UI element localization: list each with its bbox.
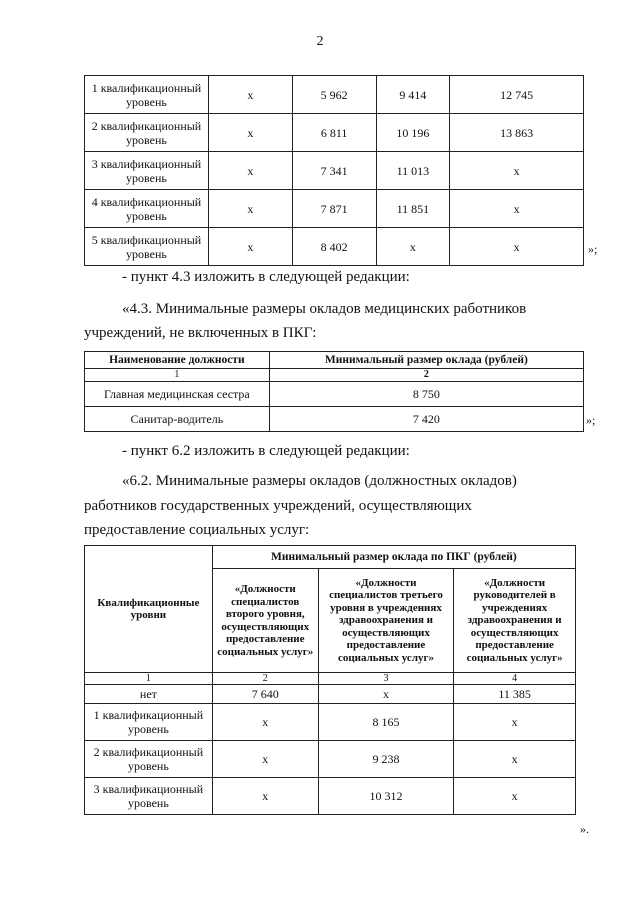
position-name-cell: Санитар-водитель — [85, 407, 270, 432]
table-row — [85, 114, 584, 152]
level-name-cell: 4 квалификационный уровень — [85, 190, 209, 228]
table1-closing-quote: »; — [588, 242, 598, 256]
value-cell: 10 312 — [318, 778, 454, 815]
value-cell: 7 640 — [212, 685, 318, 704]
level-name-cell: 1 квалификационный уровень — [85, 76, 209, 114]
value-cell: 11 851 — [376, 190, 450, 228]
table3-header-col2: «Должности специалистов второго уровня, осуществляющих предоставление социальных услуг» — [212, 569, 318, 673]
value-cell: 7 341 — [292, 152, 376, 190]
table2-header-salary: Минимальный размер оклада (рублей) — [269, 352, 583, 369]
value-cell: х — [212, 741, 318, 778]
value-cell: х — [318, 685, 454, 704]
paragraph-4-3-intro: - пункт 4.3 изложить в следующей редакции: — [122, 269, 410, 285]
paragraph-6-2-line2: работников государственных учреждений, осуществляющих — [84, 498, 472, 514]
table-row — [85, 152, 584, 190]
table3-index-cell: 1 — [85, 673, 213, 685]
value-cell: 8 750 — [269, 382, 583, 407]
value-cell: 6 811 — [292, 114, 376, 152]
level-name-cell: 3 квалификационный уровень — [85, 152, 209, 190]
level-name-cell: 3 квалификационный уровень — [85, 778, 213, 815]
value-cell: х — [208, 76, 292, 114]
value-cell: 13 863 — [450, 114, 584, 152]
value-cell: х — [450, 152, 584, 190]
table2-index-cell: 1 — [85, 369, 270, 382]
value-cell: 9 414 — [376, 76, 450, 114]
salary-table-social — [84, 545, 576, 815]
value-cell: х — [454, 778, 576, 815]
table-row — [85, 704, 576, 741]
table2-index-cell: 2 — [269, 369, 583, 382]
value-cell: х — [208, 228, 292, 266]
level-name-cell: 2 квалификационный уровень — [85, 741, 213, 778]
value-cell: 8 165 — [318, 704, 454, 741]
value-cell: 7 420 — [269, 407, 583, 432]
table3-index-cell: 2 — [212, 673, 318, 685]
level-name-cell: 2 квалификационный уровень — [85, 114, 209, 152]
table-row — [85, 741, 576, 778]
paragraph-6-2-line3: предоставление социальных услуг: — [84, 522, 310, 538]
table3-index-cell: 4 — [454, 673, 576, 685]
value-cell: х — [376, 228, 450, 266]
salary-table-medical — [84, 351, 584, 432]
table3-index-cell: 3 — [318, 673, 454, 685]
value-cell: х — [208, 190, 292, 228]
paragraph-4-3-line1: «4.3. Минимальные размеры окладов медицинских работников — [122, 301, 527, 317]
value-cell: 10 196 — [376, 114, 450, 152]
paragraph-4-3-line2: учреждений, не включенных в ПКГ: — [84, 325, 317, 341]
value-cell: х — [450, 228, 584, 266]
value-cell: 9 238 — [318, 741, 454, 778]
table-row — [85, 407, 584, 432]
value-cell: 11 013 — [376, 152, 450, 190]
value-cell: х — [212, 704, 318, 741]
table3-header-group: Минимальный размер оклада по ПКГ (рублей) — [212, 546, 575, 569]
value-cell: 12 745 — [450, 76, 584, 114]
value-cell: х — [208, 152, 292, 190]
table-row — [85, 228, 584, 266]
value-cell: х — [212, 778, 318, 815]
table-row — [85, 382, 584, 407]
page-number: 2 — [316, 34, 324, 49]
value-cell: 7 871 — [292, 190, 376, 228]
value-cell: 11 385 — [454, 685, 576, 704]
position-name-cell: Главная медицинская сестра — [85, 382, 270, 407]
paragraph-6-2-intro: - пункт 6.2 изложить в следующей редакции: — [122, 443, 410, 459]
value-cell: х — [454, 741, 576, 778]
table-row — [85, 685, 576, 704]
value-cell: х — [454, 704, 576, 741]
level-name-cell: 1 квалификационный уровень — [85, 704, 213, 741]
salary-table-levels — [84, 75, 584, 266]
value-cell: х — [450, 190, 584, 228]
table-row — [85, 190, 584, 228]
table-row — [85, 778, 576, 815]
table-row — [85, 76, 584, 114]
table3-closing-quote: ». — [580, 822, 589, 836]
level-name-cell: нет — [85, 685, 213, 704]
table2-closing-quote: »; — [586, 413, 596, 427]
paragraph-6-2-line1: «6.2. Минимальные размеры окладов (должностных окладов) — [122, 473, 517, 489]
value-cell: 5 962 — [292, 76, 376, 114]
value-cell: 8 402 — [292, 228, 376, 266]
table3-header-col3: «Должности специалистов третьего уровня в учреждениях здравоохранения и осуществляющих предоставление социальных услуг» — [318, 569, 454, 673]
table3-header-levels: Квалификационные уровни — [85, 546, 213, 673]
level-name-cell: 5 квалификационный уровень — [85, 228, 209, 266]
table3-header-col4: «Должности руководителей в учреждениях здравоохранения и осуществляющих предоставление социальных услуг» — [454, 569, 576, 673]
table2-header-position: Наименование должности — [85, 352, 270, 369]
value-cell: х — [208, 114, 292, 152]
